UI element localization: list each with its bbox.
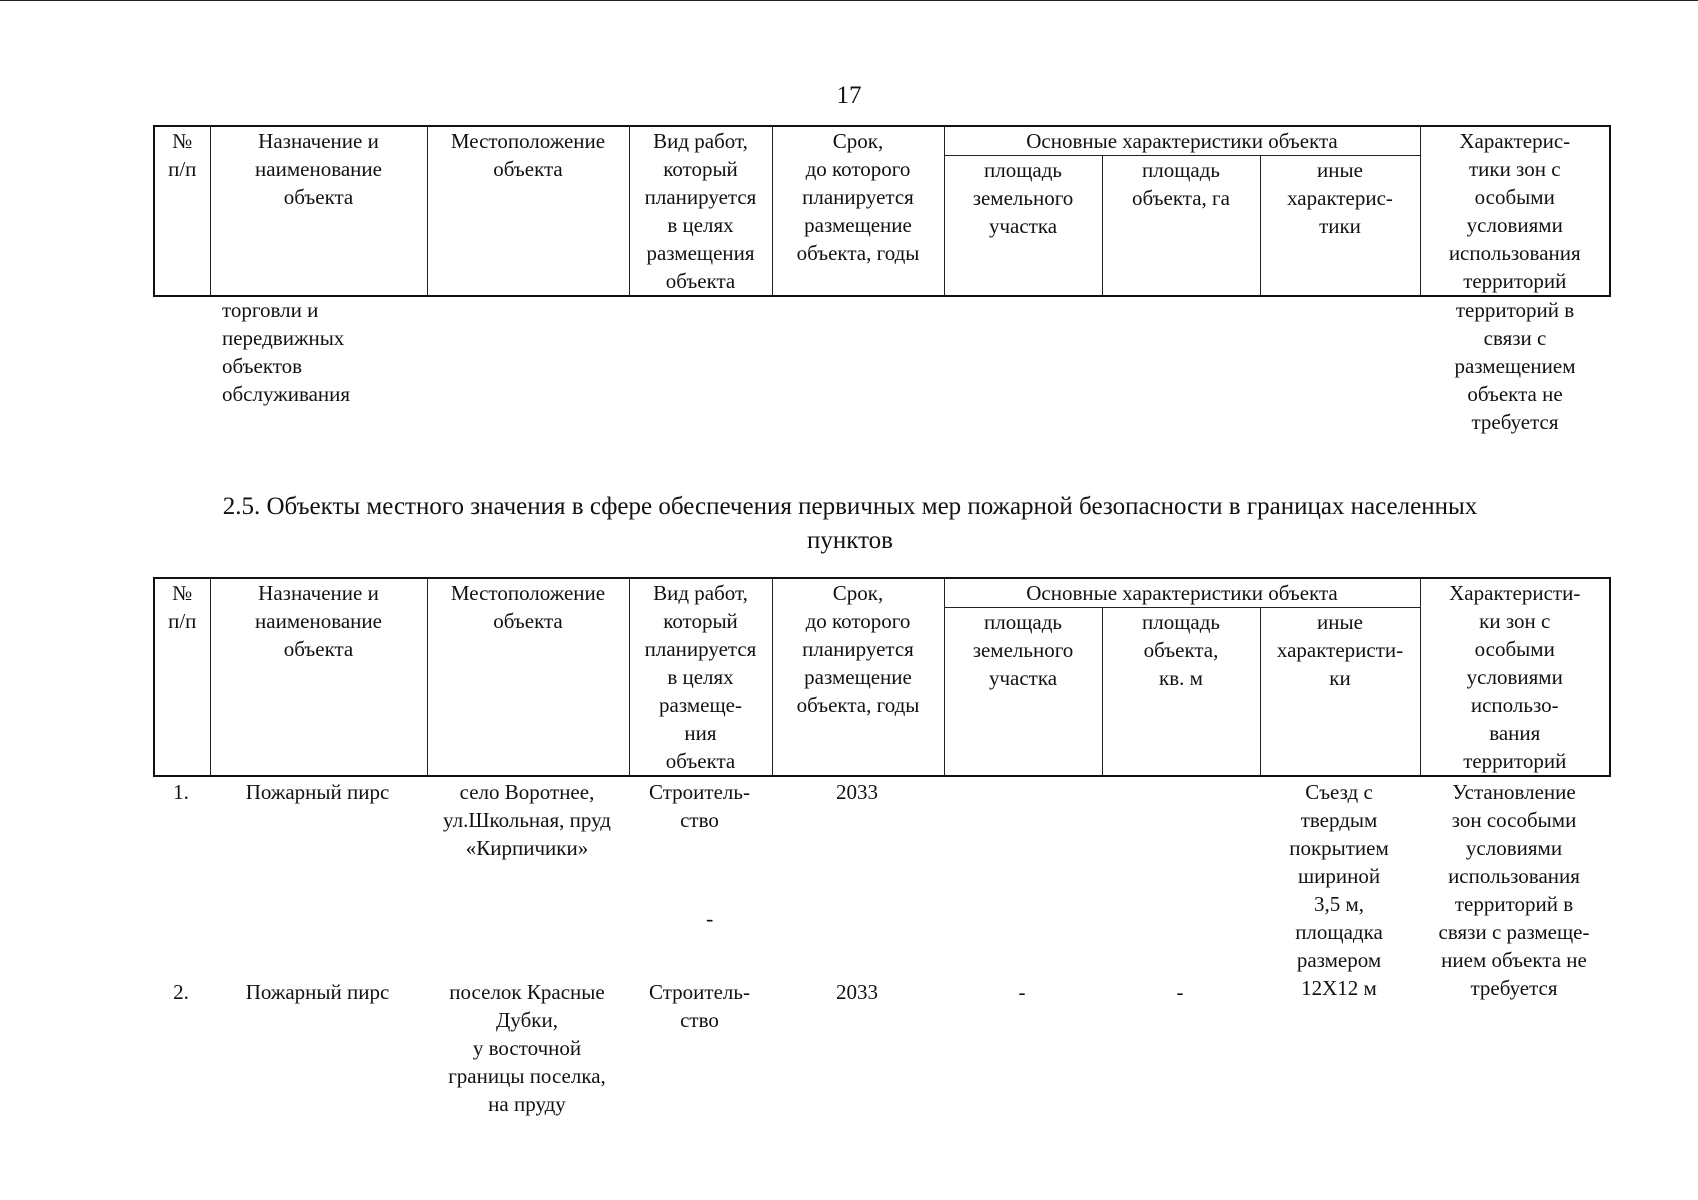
col-deadline: Срок, до которого планируется размещение объекта, годы [772,126,944,296]
col-land-area: площадь земельного участка [944,608,1102,777]
col-num: № п/п [154,126,210,296]
row-1-purpose: Пожарный пирс [245,780,390,804]
continuation-zones: территорий в связи с размещением объекта не требуется [1454,298,1576,434]
shared-other-characteristics: Съезд с твердым покрытием шириной 3,5 м, площадка размером 12Х12 м [1289,780,1389,1000]
col-work-type: Вид работ, который планируется в целях размеще- ния объекта [629,578,772,776]
col-zones: Характерис- тики зон с особыми условиями использования территорий [1420,126,1610,296]
shared-zones: Установление зон сособыми условиями использования территорий в связи с размеще- нием объекта не требуется [1438,780,1590,1000]
col-object-area: площадь объекта, кв. м [1102,608,1260,777]
row-1-year: 2033 [836,780,878,804]
col-main-characteristics: Основные характеристики объекта [944,126,1420,156]
col-purpose: Назначение и наименование объекта [210,126,427,296]
col-location: Местоположение объекта [427,126,629,296]
col-deadline: Срок, до которого планируется размещение объекта, годы [772,578,944,776]
col-location: Местоположение объекта [427,578,629,776]
row-2-year: 2033 [836,980,878,1004]
row-1-work-type: Строитель- ство [649,780,750,832]
col-work-type: Вид работ, который планируется в целях размещения объекта [629,126,772,296]
row-1-dash: - [706,906,714,931]
row-2-num: 2. [173,980,189,1004]
table-2-header [153,577,1611,777]
row-2-land-area: - [1018,980,1026,1004]
row-2-work-type: Строитель- ство [649,980,750,1032]
col-land-area: площадь земельного участка [944,156,1102,297]
row-2-location: поселок Красные Дубки, у восточной границы поселка, на пруду [448,980,606,1116]
col-num: № п/п [154,578,210,776]
table-1-header [153,125,1611,297]
continuation-purpose: торговли и передвижных объектов обслуживания [222,298,351,406]
col-zones: Характеристи- ки зон с особыми условиями использо- вания территорий [1420,578,1610,776]
section-title: 2.5. Объекты местного значения в сфере обеспечения первичных мер пожарной безопасности в границах населенных пунктов [222,493,1478,554]
col-other-characteristics: иные характеристи- ки [1260,608,1420,777]
col-other-characteristics: иные характерис- тики [1260,156,1420,297]
row-2-object-area: - [1176,980,1184,1004]
row-1-location: село Воротнее, ул.Школьная, пруд «Кирпичики» [443,780,611,860]
col-main-characteristics: Основные характеристики объекта [944,578,1420,608]
row-1-num: 1. [173,780,189,804]
row-2-purpose: Пожарный пирс [245,980,390,1004]
col-object-area: площадь объекта, га [1102,156,1260,297]
top-border-line [0,0,1698,1]
page-number: 17 [836,82,862,109]
col-purpose: Назначение и наименование объекта [210,578,427,776]
